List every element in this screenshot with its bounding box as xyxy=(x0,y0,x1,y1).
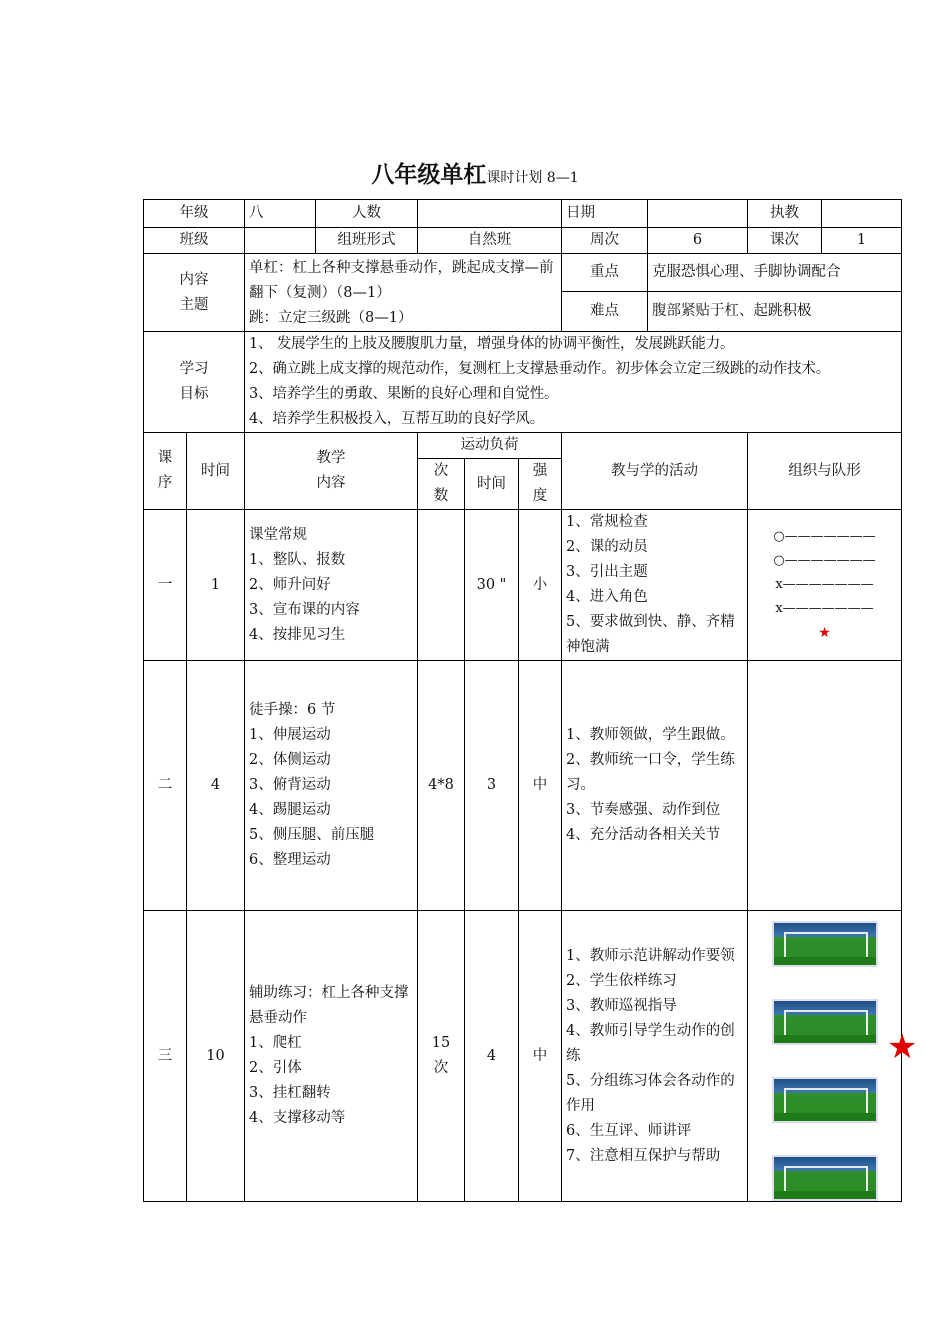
col-intensity: 强 度 xyxy=(519,459,562,510)
row-content: 课堂常规 1、整队、报数 2、师升问好 3、宣布课的内容 4、按排见习生 xyxy=(245,510,418,661)
formation-line: ○——————— xyxy=(773,529,876,544)
goals-label: 学习 目标 xyxy=(144,332,245,433)
lesson-row-2 xyxy=(144,661,902,911)
bar-field-images xyxy=(748,911,902,1202)
page-title xyxy=(0,158,950,195)
formation-empty xyxy=(748,661,902,911)
teacher-star-icon: ★ xyxy=(818,625,831,641)
row-activity: 1、常规检查 2、课的动员 3、引出主题 4、进入角色 5、要求做到快、静、齐精神饱满 xyxy=(562,510,748,661)
horizontal-bar-image xyxy=(772,1155,878,1201)
goals-row xyxy=(144,332,902,433)
difficulty-label: 难点 xyxy=(562,291,648,331)
horizontal-bar-image xyxy=(772,921,878,967)
goal-item: 4、培养学生积极投入，互帮互助的良好学风。 xyxy=(249,411,545,427)
goal-item: 3、培养学生的勇敢、果断的良好心理和自觉性。 xyxy=(249,386,559,402)
formation-line: ○——————— xyxy=(773,553,876,568)
grade-value: 八 xyxy=(245,200,316,228)
week-value: 6 xyxy=(648,228,748,254)
goal-item: 1、 发展学生的上肢及腰腹肌力量，增强身体的协调平衡性，发展跳跃能力。 xyxy=(249,336,735,352)
row-time: 1 xyxy=(187,510,245,661)
row-time: 10 xyxy=(187,911,245,1202)
lesson-plan-table xyxy=(143,199,902,1202)
date-label: 日期 xyxy=(562,200,648,228)
teacher-label: 执教 xyxy=(748,200,822,228)
col-activity: 教与学的活动 xyxy=(562,433,748,510)
row-content: 徒手操：6 节 1、伸展运动 2、体侧运动 3、俯背运动 4、踢腿运动 5、侧压腿、前压腿 6、整理运动 xyxy=(245,661,418,911)
key-label: 重点 xyxy=(562,254,648,292)
col-content: 教学 内容 xyxy=(245,433,418,510)
row-order: 二 xyxy=(144,661,187,911)
title-main: 八年级单杠 xyxy=(371,162,487,188)
grade-label: 年级 xyxy=(144,200,245,228)
class-value xyxy=(245,228,316,254)
formation-line: x——————— xyxy=(775,577,874,592)
lesson-row-1 xyxy=(144,510,902,661)
col-organization: 组织与队形 xyxy=(748,433,902,510)
row-activity: 1、教师示范讲解动作要领 2、学生依样练习 3、教师巡视指导 4、教师引导学生动作的创练 5、分组练习体会各动作的作用 6、生互评、师讲评 7、注意相互保护与帮助 xyxy=(562,911,748,1202)
form-value: 自然班 xyxy=(418,228,562,254)
row-reps xyxy=(418,510,465,661)
row-load-time: 4 xyxy=(465,911,519,1202)
column-header-row-1 xyxy=(144,433,902,459)
col-order: 课 序 xyxy=(144,433,187,510)
header-row-1 xyxy=(144,200,902,228)
class-label: 班级 xyxy=(144,228,245,254)
row-intensity: 小 xyxy=(519,510,562,661)
row-intensity: 中 xyxy=(519,661,562,911)
row-reps: 4*8 xyxy=(418,661,465,911)
teacher-value xyxy=(822,200,902,228)
difficulty-text: 腹部紧贴于杠、起跳积极 xyxy=(648,291,902,331)
col-load-time: 时间 xyxy=(465,459,519,510)
row-load-time: 30 " xyxy=(465,510,519,661)
content-row-a xyxy=(144,254,902,292)
horizontal-bar-image xyxy=(772,999,878,1045)
key-text: 克服恐惧心理、手脚协调配合 xyxy=(648,254,902,292)
row-time: 4 xyxy=(187,661,245,911)
count-label: 人数 xyxy=(316,200,418,228)
col-load: 运动负荷 xyxy=(418,433,562,459)
row-reps: 15 次 xyxy=(418,911,465,1202)
content-label: 内容 主题 xyxy=(144,254,245,332)
goal-item: 2、确立跳上成支撑的规范动作，复测杠上支撑悬垂动作。初步体会立定三级跳的动作技术。 xyxy=(249,361,831,377)
lesson-row-3 xyxy=(144,911,902,1202)
teacher-star-icon: ★ xyxy=(887,1027,918,1067)
formation-line: x——————— xyxy=(775,601,874,616)
content-text: 单杠：杠上各种支撑悬垂动作，跳起成支撑—前翻下（复测）（8—1） 跳：立定三级跳（8—1） xyxy=(245,254,562,332)
lesson-label: 课次 xyxy=(748,228,822,254)
row-content: 辅助练习：杠上各种支撑悬垂动作 1、爬杠 2、引体 3、挂杠翻转 4、支撑移动等 xyxy=(245,911,418,1202)
row-intensity: 中 xyxy=(519,911,562,1202)
title-sub: 课时计划 8—1 xyxy=(486,170,579,186)
col-reps: 次 数 xyxy=(418,459,465,510)
row-load-time: 3 xyxy=(465,661,519,911)
row-order: 一 xyxy=(144,510,187,661)
formation-diagram xyxy=(748,510,902,661)
form-label: 组班形式 xyxy=(316,228,418,254)
week-label: 周次 xyxy=(562,228,648,254)
row-order: 三 xyxy=(144,911,187,1202)
horizontal-bar-image xyxy=(772,1077,878,1123)
lesson-plan-sheet xyxy=(143,199,920,1181)
header-row-2 xyxy=(144,228,902,254)
lesson-value: 1 xyxy=(822,228,902,254)
date-value xyxy=(648,200,748,228)
row-activity: 1、教师领做，学生跟做。 2、教师统一口令，学生练习。 3、节奏感强、动作到位 4、充分活动各相关关节 xyxy=(562,661,748,911)
goals-list xyxy=(245,332,902,433)
col-time: 时间 xyxy=(187,433,245,510)
count-value xyxy=(418,200,562,228)
